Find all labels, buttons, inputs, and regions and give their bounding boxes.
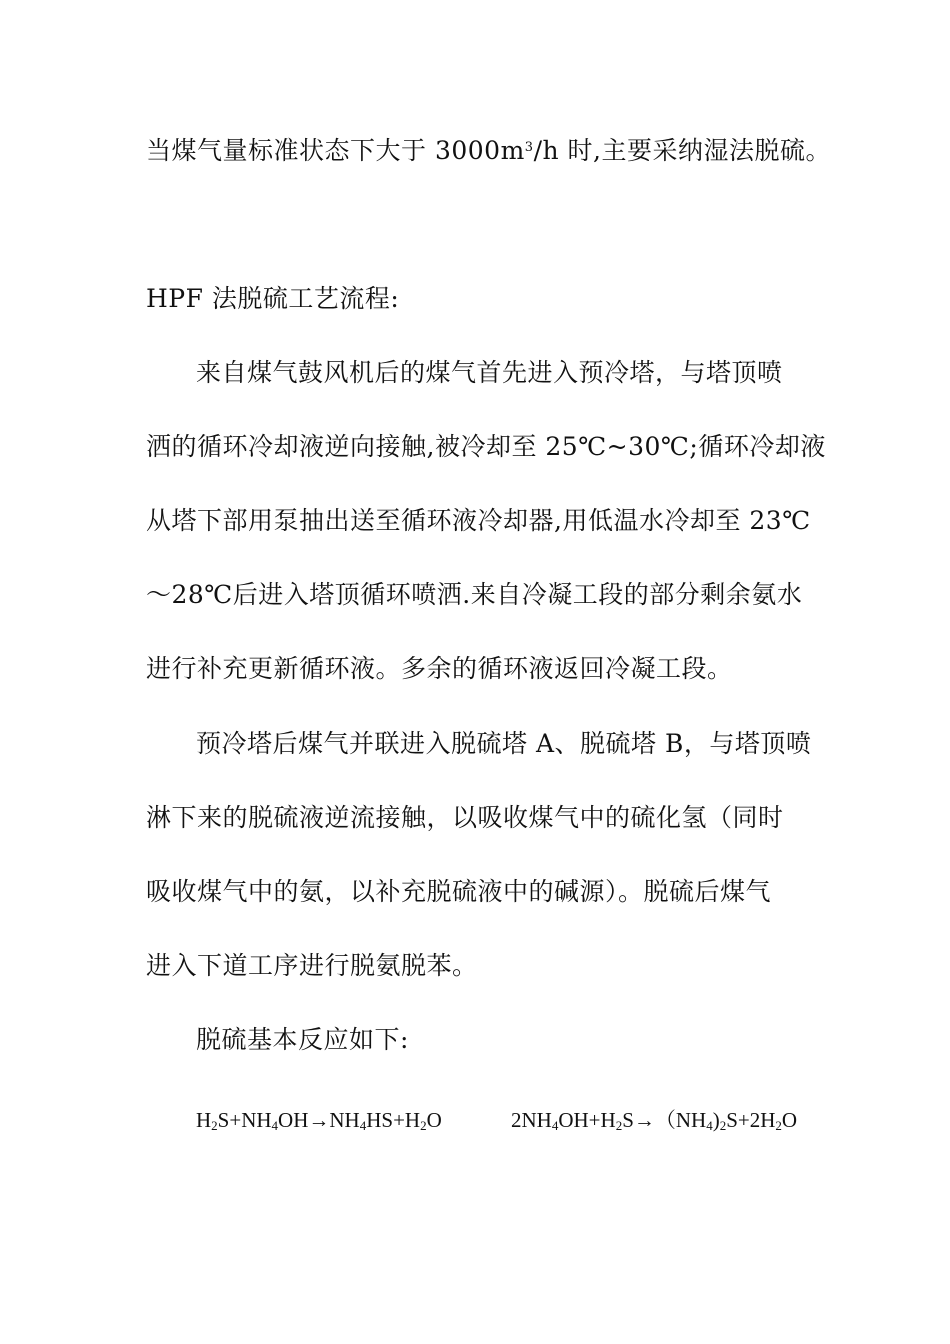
paragraph-line: 进入下道工序进行脱氨脱苯。 — [146, 951, 478, 980]
paragraph-line: 从塔下部用泵抽出送至循环液冷却器,用低温水冷却至 23℃ — [146, 506, 811, 535]
paragraph-line: 吸收煤气中的氨，以补充脱硫液中的碱源）。脱硫后煤气 — [146, 877, 772, 906]
reaction-arrow: → — [308, 1108, 330, 1132]
reaction-formula-2: $2NH_4OH+H_2S\to(NH_4)_2S+2H_2O$ — [511, 1108, 798, 1133]
intro-text-before: 当煤气量标准状态下大于 3000m — [146, 136, 525, 165]
reaction-arrow: → — [633, 1108, 655, 1132]
reaction-formula-1: $H_2S+NH_4OH\to NH_4HS+H_2O$ — [196, 1108, 442, 1133]
paragraph-line: 洒的循环冷却液逆向接触,被冷却至 25℃~30℃;循环冷却液 — [146, 432, 826, 461]
paragraph-line: 淋下来的脱硫液逆流接触，以吸收煤气中的硫化氢（同时 — [146, 803, 784, 832]
paragraph-line: 进行补充更新循环液。多余的循环液返回冷凝工段。 — [146, 654, 733, 683]
reaction-heading: 脱硫基本反应如下: — [196, 1025, 409, 1054]
intro-line — [146, 134, 831, 168]
paragraph-line: ～28℃后进入塔顶循环喷洒.来自冷凝工段的部分剩余氨水 — [146, 580, 803, 609]
paragraph-line: 来自煤气鼓风机后的煤气首先进入预冷塔，与塔顶喷 — [196, 358, 783, 387]
paragraph-line: 预冷塔后煤气并联进入脱硫塔 A、脱硫塔 B，与塔顶喷 — [196, 729, 812, 758]
section-title: HPF 法脱硫工艺流程: — [146, 284, 400, 313]
intro-text-after: /h 时,主要采纳湿法脱硫。 — [533, 136, 831, 165]
intro-superscript: 3 — [524, 140, 534, 155]
